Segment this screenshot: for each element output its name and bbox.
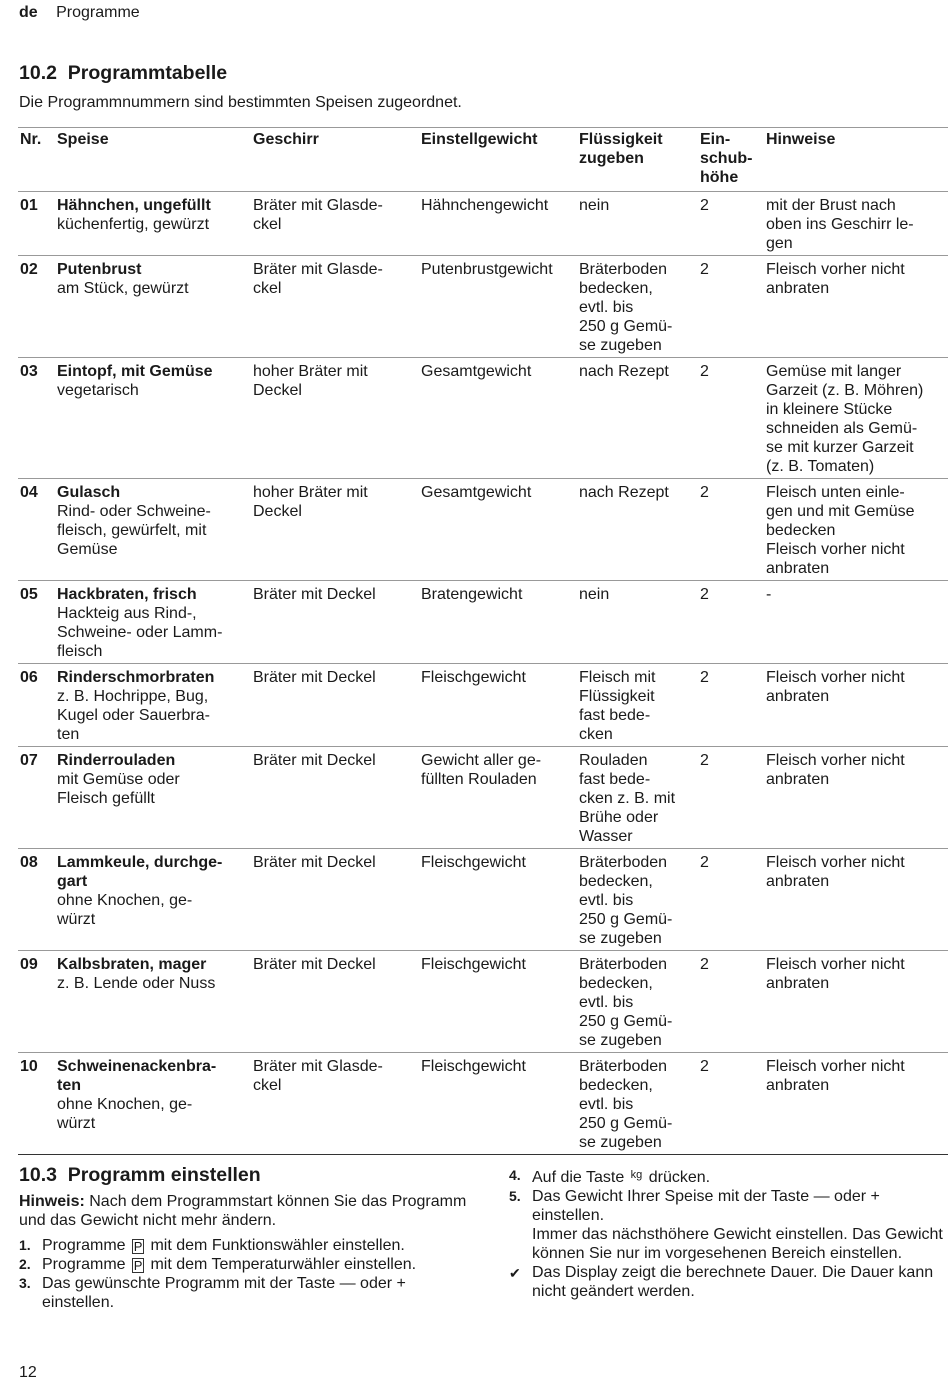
section-intro: Die Programmnummern sind bestimmten Speisen zugeordnet. <box>19 94 462 111</box>
cell-fluessigkeit: Bräterboden bedecken, evtl. bis 250 g Gemü- se zugeben <box>577 256 698 358</box>
step-5: 5. Das Gewicht Ihrer Speise mit der Taste — oder + einstellen. Immer das nächsthöhere Gewicht einstellen. Das Gewicht können Sie nur im vorgesehenen Bereich einstellen. <box>509 1188 943 1262</box>
cell-fluessigkeit: nein <box>577 192 698 256</box>
dish-name: Kalbsbraten, mager <box>57 956 207 973</box>
cell-fluessigkeit: Bräterboden bedecken, evtl. bis 250 g Gemü- se zugeben <box>577 1053 698 1155</box>
cell-nr: 09 <box>18 951 55 1053</box>
steps-list-left <box>19 1236 469 1312</box>
header-geschirr: Geschirr <box>251 128 419 192</box>
dish-name: Hackbraten, frisch <box>57 586 197 603</box>
table-header-row <box>18 128 948 192</box>
cell-einstellgewicht: Bratengewicht <box>419 581 577 664</box>
cell-hinweise: Fleisch vorher nicht anbraten <box>764 849 948 951</box>
cell-fluessigkeit: Rouladen fast bede- cken z. B. mit Brühe oder Wasser <box>577 747 698 849</box>
plus-icon: + <box>870 1188 880 1205</box>
minus-icon: — <box>813 1188 830 1205</box>
kg-key-icon: kg <box>630 1169 643 1181</box>
dish-name: Gulasch <box>57 484 121 501</box>
table-row <box>18 581 948 664</box>
cell-hinweise: Fleisch unten einle- gen und mit Gemüse bedecken Fleisch vorher nicht anbraten <box>764 479 948 581</box>
step-2: 2. Programme P mit dem Temperaturwähler einstellen. <box>19 1256 417 1273</box>
table-row <box>18 1053 948 1155</box>
section-title-program-setup: 10.3 Programm einstellen <box>19 1164 261 1186</box>
dish-detail: z. B. Lende oder Nuss <box>57 975 216 992</box>
step-result: ✔ Das Display zeigt die berechnete Dauer. Die Dauer kann nicht geändert werden. <box>509 1264 934 1300</box>
cell-einstellgewicht: Gesamtgewicht <box>419 479 577 581</box>
checkmark-icon: ✔ <box>509 1265 521 1281</box>
dish-name: Putenbrust <box>57 261 142 278</box>
table-row <box>18 256 948 358</box>
cell-einschubhoehe: 2 <box>698 747 764 849</box>
dish-name: Rinderrouladen <box>57 752 176 769</box>
step-3: 3. Das gewünschte Programm mit der Taste — oder + einstellen. <box>19 1275 406 1311</box>
cell-hinweise: Gemüse mit langer Garzeit (z. B. Möhren) in kleinere Stücke schneiden als Gemü- se mit kurzer Garzeit (z. B. Tomaten) <box>764 358 948 479</box>
note <box>19 1192 469 1230</box>
cell-nr: 01 <box>18 192 55 256</box>
cell-hinweise: mit der Brust nach oben ins Geschirr le- gen <box>764 192 948 256</box>
dish-name: Schweinenackenbra- ten <box>57 1058 217 1094</box>
step-5-detail: Immer das nächsthöhere Gewicht einstellen. Das Gewicht können Sie nur im vorgesehenen Bereich einstellen. <box>532 1226 943 1262</box>
cell-speise <box>55 664 251 747</box>
cell-nr: 03 <box>18 358 55 479</box>
dish-name: Eintopf, mit Gemüse <box>57 363 213 380</box>
cell-geschirr: Bräter mit Deckel <box>251 747 419 849</box>
dish-detail: ohne Knochen, ge- würzt <box>57 892 193 928</box>
cell-speise <box>55 256 251 358</box>
steps-list-right <box>509 1166 945 1301</box>
header-speise: Speise <box>55 128 251 192</box>
cell-einstellgewicht: Gewicht aller ge- füllten Rouladen <box>419 747 577 849</box>
table-row <box>18 358 948 479</box>
program-icon: P <box>133 1258 143 1273</box>
cell-hinweise: Fleisch vorher nicht anbraten <box>764 951 948 1053</box>
cell-fluessigkeit: nein <box>577 581 698 664</box>
note-label: Hinweis: <box>19 1193 85 1210</box>
program-table <box>18 127 948 1155</box>
cell-geschirr: Bräter mit Glasde- ckel <box>251 192 419 256</box>
cell-einstellgewicht: Gesamtgewicht <box>419 358 577 479</box>
table-row <box>18 849 948 951</box>
cell-nr: 08 <box>18 849 55 951</box>
dish-name: Lammkeule, durchge- gart <box>57 854 223 890</box>
cell-einstellgewicht: Fleischgewicht <box>419 664 577 747</box>
cell-geschirr: Bräter mit Glasde- ckel <box>251 256 419 358</box>
cell-einstellgewicht: Fleischgewicht <box>419 951 577 1053</box>
cell-nr: 06 <box>18 664 55 747</box>
cell-speise <box>55 581 251 664</box>
cell-nr: 02 <box>18 256 55 358</box>
program-setup-right <box>509 1166 945 1301</box>
dish-detail: Hackteig aus Rind-, Schweine- oder Lamm- fleisch <box>57 605 223 660</box>
table-row <box>18 747 948 849</box>
cell-geschirr: Bräter mit Glasde- ckel <box>251 1053 419 1155</box>
cell-fluessigkeit: Bräterboden bedecken, evtl. bis 250 g Gemü- se zugeben <box>577 951 698 1053</box>
cell-speise <box>55 358 251 479</box>
cell-speise <box>55 747 251 849</box>
cell-einstellgewicht: Fleischgewicht <box>419 849 577 951</box>
cell-einschubhoehe: 2 <box>698 951 764 1053</box>
cell-einschubhoehe: 2 <box>698 664 764 747</box>
program-icon: P <box>133 1239 143 1254</box>
header-einstellgewicht: Einstellgewicht <box>419 128 577 192</box>
header-hinweise: Hinweise <box>764 128 948 192</box>
cell-geschirr: hoher Bräter mit Deckel <box>251 479 419 581</box>
table-row <box>18 664 948 747</box>
table-row <box>18 479 948 581</box>
page-number: 12 <box>19 1364 37 1381</box>
minus-icon: — <box>339 1275 356 1292</box>
program-setup-left <box>19 1166 469 1312</box>
cell-einschubhoehe: 2 <box>698 192 764 256</box>
header-fluessigkeit: Flüssigkeit zugeben <box>577 128 698 192</box>
cell-fluessigkeit: Bräterboden bedecken, evtl. bis 250 g Gemü- se zugeben <box>577 849 698 951</box>
dish-detail: vegetarisch <box>57 382 139 399</box>
cell-speise <box>55 849 251 951</box>
language-code: de <box>19 4 38 21</box>
cell-geschirr: Bräter mit Deckel <box>251 849 419 951</box>
cell-einschubhoehe: 2 <box>698 358 764 479</box>
cell-hinweise: Fleisch vorher nicht anbraten <box>764 747 948 849</box>
cell-einschubhoehe: 2 <box>698 581 764 664</box>
cell-geschirr: Bräter mit Deckel <box>251 951 419 1053</box>
note-text: Nach dem Programmstart können Sie das Programm und das Gewicht nicht mehr ändern. <box>19 1193 467 1229</box>
dish-detail: ohne Knochen, ge- würzt <box>57 1096 193 1132</box>
dish-detail: z. B. Hochrippe, Bug, Kugel oder Sauerbra- ten <box>57 688 210 743</box>
table-row <box>18 951 948 1053</box>
dish-detail: am Stück, gewürzt <box>57 280 189 297</box>
header-nr: Nr. <box>18 128 55 192</box>
cell-einschubhoehe: 2 <box>698 1053 764 1155</box>
table-row <box>18 192 948 256</box>
cell-speise <box>55 1053 251 1155</box>
cell-einschubhoehe: 2 <box>698 479 764 581</box>
dish-name: Rinderschmorbraten <box>57 669 215 686</box>
page-header <box>19 4 140 22</box>
cell-geschirr: hoher Bräter mit Deckel <box>251 358 419 479</box>
header-section: Programme <box>56 4 140 21</box>
section-title-program-table: 10.2 Programmtabelle <box>19 62 228 84</box>
cell-nr: 10 <box>18 1053 55 1155</box>
cell-fluessigkeit: Fleisch mit Flüssigkeit fast bede- cken <box>577 664 698 747</box>
cell-fluessigkeit: nach Rezept <box>577 358 698 479</box>
cell-nr: 05 <box>18 581 55 664</box>
cell-hinweise: Fleisch vorher nicht anbraten <box>764 256 948 358</box>
cell-einstellgewicht: Fleischgewicht <box>419 1053 577 1155</box>
cell-nr: 04 <box>18 479 55 581</box>
step-1: 1. Programme P mit dem Funktionswähler einstellen. <box>19 1237 405 1254</box>
cell-nr: 07 <box>18 747 55 849</box>
cell-einschubhoehe: 2 <box>698 849 764 951</box>
cell-hinweise: - <box>764 581 948 664</box>
cell-geschirr: Bräter mit Deckel <box>251 581 419 664</box>
step-4: 4. Auf die Taste $^{kg}$ drücken. <box>509 1167 711 1186</box>
cell-einschubhoehe: 2 <box>698 256 764 358</box>
plus-icon: + <box>396 1275 406 1292</box>
cell-speise <box>55 951 251 1053</box>
cell-hinweise: Fleisch vorher nicht anbraten <box>764 664 948 747</box>
cell-speise <box>55 192 251 256</box>
header-einschubhoehe: Ein- schub- höhe <box>698 128 764 192</box>
cell-speise <box>55 479 251 581</box>
dish-detail: Rind- oder Schweine- fleisch, gewürfelt, mit Gemüse <box>57 503 211 558</box>
dish-detail: küchenfertig, gewürzt <box>57 216 210 233</box>
cell-einstellgewicht: Putenbrustgewicht <box>419 256 577 358</box>
cell-fluessigkeit: nach Rezept <box>577 479 698 581</box>
cell-geschirr: Bräter mit Deckel <box>251 664 419 747</box>
cell-einstellgewicht: Hähnchengewicht <box>419 192 577 256</box>
dish-name: Hähnchen, ungefüllt <box>57 197 211 214</box>
dish-detail: mit Gemüse oder Fleisch gefüllt <box>57 771 180 807</box>
cell-hinweise: Fleisch vorher nicht anbraten <box>764 1053 948 1155</box>
